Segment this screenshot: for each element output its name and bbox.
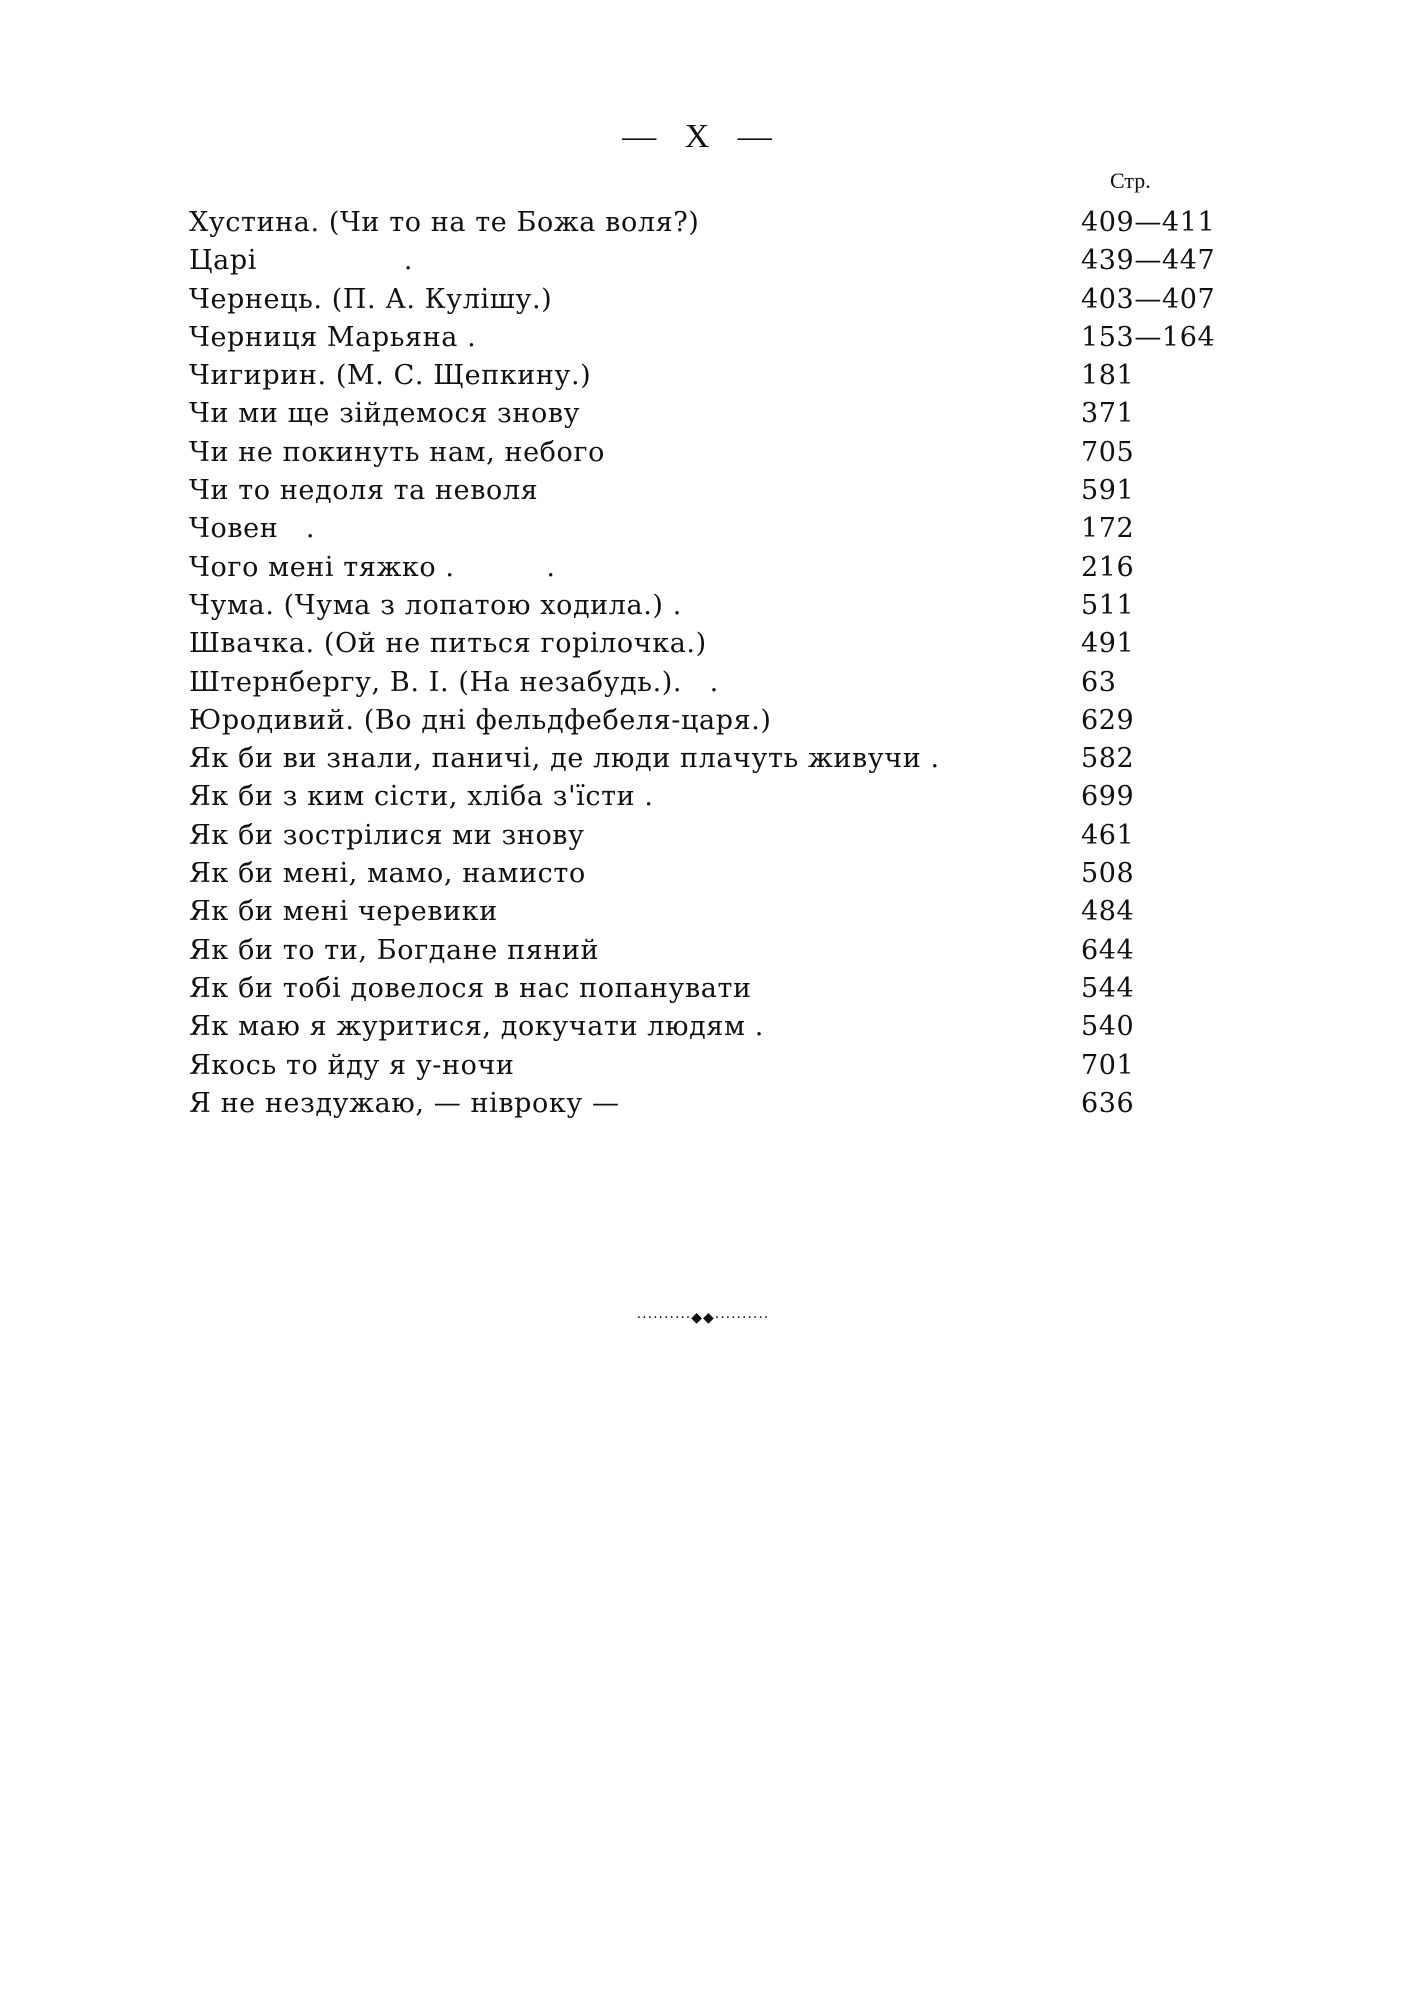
toc-entry-page: 216 [1081, 551, 1135, 583]
toc-entry-page: 181 [1081, 360, 1135, 392]
toc-entry-page: 544 [1081, 972, 1135, 1004]
toc-entry-title: Як би ви знали, паничі, де люди плачуть живучи . [189, 743, 940, 775]
toc-entry-title: Чи ми ще зійдемося знову [189, 398, 581, 430]
toc-entry-page: 582 [1081, 743, 1135, 775]
toc-entry-page: 439—447 [1081, 245, 1216, 277]
toc-entry-title: Якось то йду я у-ночи [189, 1049, 515, 1081]
toc-entry-page: 153—164 [1081, 321, 1216, 353]
toc-entry-title: Як би з ким сісти, хліба з'їсти . [189, 781, 654, 813]
toc-entry [189, 893, 1229, 931]
toc-entry-page: 701 [1081, 1049, 1135, 1081]
toc-entry-title: Чигирин. (М. С. Щепкину.) [189, 360, 592, 392]
toc-entry [189, 549, 1229, 587]
toc-entry-title: Хустина. (Чи то на те Божа воля?) [189, 207, 700, 238]
toc-entry-title: Чума. (Чума з лопатою ходила.) . [189, 589, 682, 621]
toc-entry-page: 484 [1081, 896, 1135, 928]
toc-entry-page: 699 [1081, 781, 1135, 813]
toc-entry-page: 371 [1081, 398, 1135, 430]
page-column-label: Стр. [1110, 168, 1151, 193]
toc-entry [189, 434, 1229, 472]
toc-entry-title: Царі . [189, 245, 414, 277]
toc-entry-title: Як би мені черевики [189, 896, 498, 928]
toc-entry-page: 508 [1081, 858, 1135, 890]
toc-entry [189, 778, 1229, 816]
toc-entry [189, 472, 1229, 510]
toc-entry [189, 970, 1229, 1008]
toc-entry [189, 664, 1229, 702]
toc-entry-title: Човен . [189, 513, 316, 545]
toc-entry-page: 636 [1081, 1087, 1135, 1119]
table-of-contents [189, 204, 1229, 1123]
toc-entry-page: 172 [1081, 513, 1135, 545]
toc-entry [189, 625, 1229, 663]
toc-entry [189, 510, 1229, 548]
toc-entry [189, 242, 1229, 280]
toc-entry-title: Чернець. (П. А. Кулішу.) [189, 283, 553, 315]
toc-entry-title: Як би мені, мамо, намисто [189, 858, 586, 890]
toc-entry [189, 932, 1229, 970]
toc-entry [189, 587, 1229, 625]
toc-entry [189, 395, 1229, 433]
ornament-divider: ··········◆◆·········· [636, 1310, 770, 1326]
toc-entry [189, 702, 1229, 740]
toc-entry-title: Чи то недоля та неволя [189, 475, 539, 507]
toc-entry-title: Чи не покинуть нам, небого [189, 436, 605, 468]
toc-entry-title: Чого мені тяжко . . [189, 551, 556, 583]
toc-entry [189, 1008, 1229, 1046]
toc-entry [189, 357, 1229, 395]
toc-entry-page: 403—407 [1081, 283, 1216, 315]
toc-entry-page: 63 [1081, 666, 1117, 698]
toc-entry-page: 629 [1081, 704, 1135, 736]
toc-entry [189, 1085, 1229, 1123]
toc-entry [189, 281, 1229, 319]
toc-entry [189, 319, 1229, 357]
toc-entry-title: Я не нездужаю, — нівроку — [189, 1087, 620, 1119]
toc-entry-page: 644 [1081, 934, 1135, 966]
toc-entry-title: Як маю я журитися, докучати людям . [189, 1011, 764, 1043]
toc-entry [189, 817, 1229, 855]
toc-entry-page: 705 [1081, 436, 1135, 468]
toc-entry [189, 204, 1229, 242]
toc-entry-title: Швачка. (Ой не питься горілочка.) [189, 628, 707, 660]
page-number-header: — X — [622, 118, 782, 155]
toc-entry-title: Черниця Марьяна . [189, 321, 477, 353]
toc-entry-page: 540 [1081, 1011, 1135, 1043]
toc-entry-page: 409—411 [1081, 207, 1216, 238]
toc-entry-title: Як би то ти, Богдане пяний [189, 934, 600, 966]
toc-entry [189, 855, 1229, 893]
toc-entry-page: 491 [1081, 628, 1135, 660]
toc-entry [189, 1047, 1229, 1085]
toc-entry-title: Юродивий. (Во дні фельдфебеля-царя.) [189, 704, 772, 736]
toc-entry [189, 740, 1229, 778]
toc-entry-title: Як би зострілися ми знову [189, 819, 585, 851]
toc-entry-title: Штернбергу, В. І. (На незабудь.). . [189, 666, 719, 698]
toc-entry-page: 591 [1081, 475, 1135, 507]
toc-entry-page: 511 [1081, 589, 1135, 621]
toc-entry-page: 461 [1081, 819, 1135, 851]
toc-entry-title: Як би тобі довелося в нас попанувати [189, 972, 752, 1004]
